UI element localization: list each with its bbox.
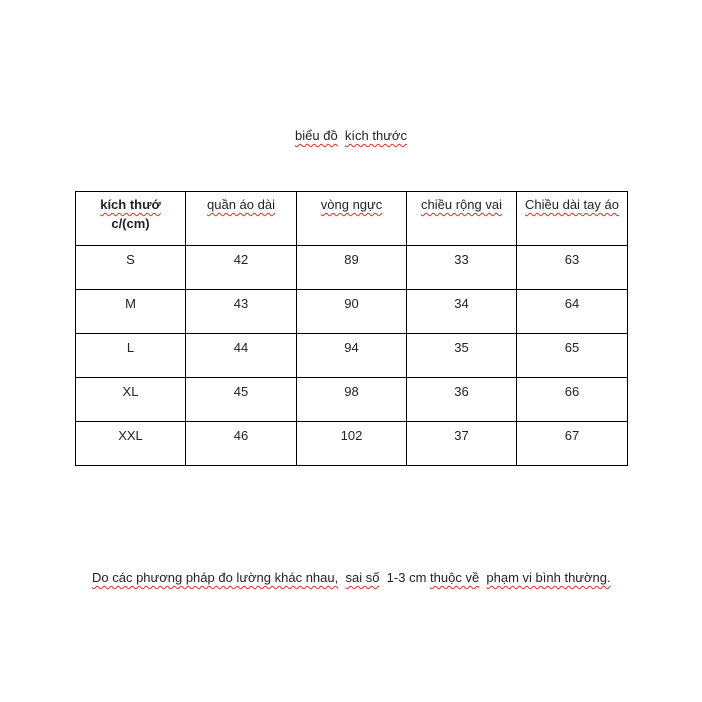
- cell-shoulder: 35: [407, 334, 517, 378]
- cell-shoulder: 37: [407, 422, 517, 466]
- cell-chest: 98: [297, 378, 407, 422]
- chart-title: [0, 128, 702, 143]
- cell-shoulder: 33: [407, 246, 517, 290]
- table-row: [76, 246, 628, 290]
- note-part-2: sai số: [345, 570, 380, 585]
- cell-length: 43: [186, 290, 297, 334]
- header-length: quần áo dài: [186, 192, 297, 246]
- cell-chest: 94: [297, 334, 407, 378]
- note-part-3: 1-3 cm: [386, 570, 427, 585]
- cell-length: 45: [186, 378, 297, 422]
- table-header-row: [76, 192, 628, 246]
- header-size: [76, 192, 186, 246]
- cell-size: L: [76, 334, 186, 378]
- cell-size: XL: [76, 378, 186, 422]
- cell-shoulder: 36: [407, 378, 517, 422]
- measurement-note: [92, 570, 611, 585]
- cell-chest: 102: [297, 422, 407, 466]
- table-row: [76, 334, 628, 378]
- cell-sleeve: 66: [517, 378, 628, 422]
- table-row: [76, 290, 628, 334]
- cell-length: 46: [186, 422, 297, 466]
- header-shoulder: chiều rộng vai: [407, 192, 517, 246]
- cell-shoulder: 34: [407, 290, 517, 334]
- table-row: [76, 378, 628, 422]
- note-part-1: Do các phương pháp đo lường khác nhau,: [92, 570, 339, 585]
- header-sleeve: Chiều dài tay áo: [517, 192, 628, 246]
- size-table: [75, 191, 628, 466]
- note-part-4: thuộc về: [430, 570, 480, 585]
- cell-length: 44: [186, 334, 297, 378]
- cell-length: 42: [186, 246, 297, 290]
- cell-chest: 90: [297, 290, 407, 334]
- cell-chest: 89: [297, 246, 407, 290]
- header-size-line1: kích thướ: [100, 197, 161, 212]
- note-part-5: phạm vi bình thường.: [486, 570, 611, 585]
- title-part-1: biểu đồ: [295, 128, 338, 143]
- table-row: [76, 422, 628, 466]
- cell-sleeve: 65: [517, 334, 628, 378]
- cell-sleeve: 67: [517, 422, 628, 466]
- header-chest: vòng ngực: [297, 192, 407, 246]
- cell-size: XXL: [76, 422, 186, 466]
- cell-sleeve: 63: [517, 246, 628, 290]
- header-size-line2: c/(cm): [111, 216, 150, 231]
- cell-sleeve: 64: [517, 290, 628, 334]
- cell-size: S: [76, 246, 186, 290]
- cell-size: M: [76, 290, 186, 334]
- title-part-2: kích thước: [344, 128, 407, 143]
